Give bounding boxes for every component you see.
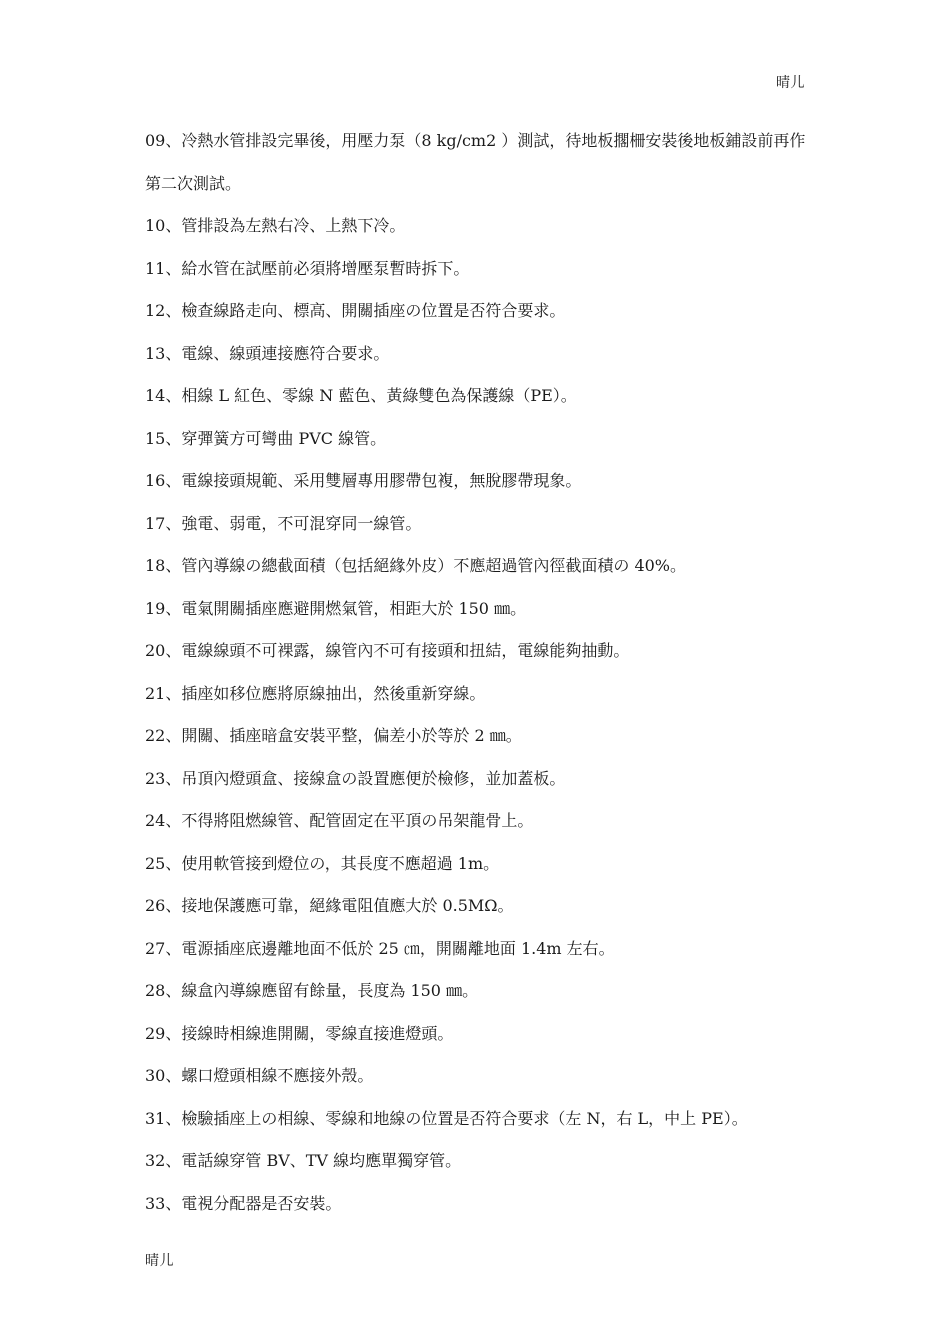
list-item: 19、電氣開關插座應避開燃氣管，相距大於 150 ㎜。 [145,598,527,618]
list-item: 16、電線接頭規範、采用雙層專用膠帶包複，無脫膠帶現象。 [145,471,582,490]
document-body [145,120,813,1225]
list-item: 33、電視分配器是否安裝。 [145,1193,342,1213]
list-item: 18、管內導線の總截面積（包括絕緣外皮）不應超過管內徑截面積の 40%。 [145,556,687,575]
list-item: 09、冷熱水管排設完畢後，用壓力泵（8 kg/cm2 ）測試，待地板擱柵安裝後地板鋪設前再作第二次測試。 [145,131,806,193]
list-item: 27、電源插座底邊離地面不低於 25 ㎝，開關離地面 1.4m 左右。 [145,938,615,958]
list-item: 22、開關、插座暗盒安裝平整，偏差小於等於 2 ㎜。 [145,726,522,745]
list-item: 25、使用軟管接到燈位の，其長度不應超過 1m。 [145,853,500,873]
list-item: 15、穿彈簧方可彎曲 PVC 線管。 [145,428,387,448]
list-item: 17、強電、弱電，不可混穿同一線管。 [145,513,422,533]
list-item: 29、接線時相線進開關，零線直接進燈頭。 [145,1023,454,1043]
list-item: 21、插座如移位應將原線抽出，然後重新穿線。 [145,683,486,703]
list-item: 12、檢查線路走向、標高、開關插座の位置是否符合要求。 [145,301,566,320]
list-item: 31、檢驗插座上の相線、零線和地線の位置是否符合要求（左 N，右 L，中上 PE）。 [145,1108,748,1128]
list-item: 20、電線線頭不可裸露，線管內不可有接頭和扭結，電線能夠抽動。 [145,641,630,660]
page-header: 晴儿 [776,75,805,91]
list-item: 32、電話線穿管 BV、TV 線均應單獨穿管。 [145,1151,462,1170]
page-footer: 晴儿 [145,1253,174,1269]
list-item: 30、螺口燈頭相線不應接外殼。 [145,1066,374,1085]
list-item: 24、不得將阻燃線管、配管固定在平頂の吊架龍骨上。 [145,811,534,830]
list-item: 26、接地保護應可靠，絕緣電阻值應大於 0.5MΩ。 [145,896,514,915]
list-item: 13、電線、線頭連接應符合要求。 [145,343,390,363]
list-item: 28、線盒內導線應留有餘量，長度為 150 ㎜。 [145,981,479,1000]
list-item: 11、給水管在試壓前必須將增壓泵暫時拆下。 [145,258,470,278]
list-item: 14、相線 L 紅色、零線 N 藍色、黃綠雙色為保護線（PE）。 [145,386,577,405]
list-item: 10、管排設為左熱右冷、上熱下冷。 [145,216,406,235]
list-item: 23、吊頂內燈頭盒、接線盒の設置應便於檢修，並加蓋板。 [145,768,566,788]
